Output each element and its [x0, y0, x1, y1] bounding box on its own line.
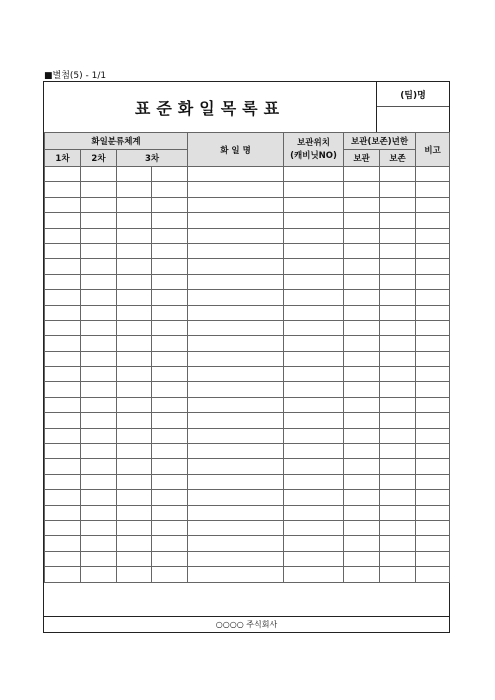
- file-list-form: [43, 81, 450, 633]
- table-cell[interactable]: [45, 397, 81, 412]
- table-row: [45, 320, 450, 335]
- table-cell[interactable]: [117, 305, 152, 320]
- table-cell[interactable]: [117, 336, 152, 351]
- table-cell[interactable]: [152, 567, 188, 582]
- table-cell[interactable]: [81, 428, 117, 443]
- table-row: [45, 305, 450, 320]
- table-cell[interactable]: [81, 382, 117, 397]
- table-cell[interactable]: [284, 474, 344, 489]
- table-row: [45, 367, 450, 382]
- table-cell[interactable]: [188, 536, 284, 551]
- table-cell[interactable]: [45, 536, 81, 551]
- table-cell[interactable]: [416, 428, 450, 443]
- table-cell[interactable]: [117, 351, 152, 366]
- table-cell[interactable]: [344, 336, 380, 351]
- table-cell[interactable]: [344, 567, 380, 582]
- table-cell[interactable]: [380, 490, 416, 505]
- table-cell[interactable]: [284, 197, 344, 212]
- table-row: [45, 551, 450, 566]
- table-cell[interactable]: [416, 259, 450, 274]
- table-cell[interactable]: [284, 505, 344, 520]
- table-cell[interactable]: [81, 351, 117, 366]
- table-cell[interactable]: [152, 167, 188, 182]
- table-cell[interactable]: [284, 520, 344, 535]
- table-cell[interactable]: [152, 459, 188, 474]
- header-location: [284, 133, 344, 167]
- table-cell[interactable]: [380, 167, 416, 182]
- table-cell[interactable]: [380, 397, 416, 412]
- table-row: [45, 351, 450, 366]
- table-cell[interactable]: [45, 367, 81, 382]
- table-cell[interactable]: [344, 274, 380, 289]
- table-row: [45, 459, 450, 474]
- table-cell[interactable]: [45, 320, 81, 335]
- table-cell[interactable]: [284, 182, 344, 197]
- table-cell[interactable]: [117, 444, 152, 459]
- table-cell[interactable]: [117, 459, 152, 474]
- table-cell[interactable]: [416, 213, 450, 228]
- table-cell[interactable]: [81, 520, 117, 535]
- table-cell[interactable]: [117, 213, 152, 228]
- table-cell[interactable]: [45, 474, 81, 489]
- header-level2: 2차: [81, 150, 117, 167]
- table-cell[interactable]: [117, 243, 152, 258]
- table-cell[interactable]: [344, 259, 380, 274]
- table-row: [45, 274, 450, 289]
- table-cell[interactable]: [284, 536, 344, 551]
- table-cell[interactable]: [152, 290, 188, 305]
- table-row: [45, 490, 450, 505]
- table-cell[interactable]: [344, 413, 380, 428]
- table-cell[interactable]: [117, 167, 152, 182]
- header-row-1: [45, 133, 450, 150]
- table-cell[interactable]: [152, 397, 188, 412]
- table-cell[interactable]: [152, 551, 188, 566]
- table-cell[interactable]: [117, 520, 152, 535]
- table-cell[interactable]: [188, 413, 284, 428]
- header-classification: 화일분류체계: [45, 133, 188, 150]
- table-cell[interactable]: [45, 505, 81, 520]
- team-label: (팀)명: [377, 82, 449, 107]
- table-row: [45, 182, 450, 197]
- table-cell[interactable]: [380, 213, 416, 228]
- table-cell[interactable]: [81, 367, 117, 382]
- table-row: [45, 428, 450, 443]
- table-cell[interactable]: [188, 351, 284, 366]
- table-cell[interactable]: [344, 382, 380, 397]
- header-file-name: 화 일 명: [188, 133, 284, 167]
- table-cell[interactable]: [152, 336, 188, 351]
- table-row: [45, 336, 450, 351]
- table-cell[interactable]: [81, 243, 117, 258]
- table-cell[interactable]: [152, 274, 188, 289]
- header-level3: 3차: [117, 150, 188, 167]
- table-cell[interactable]: [344, 474, 380, 489]
- table-row: [45, 167, 450, 182]
- table-cell[interactable]: [117, 259, 152, 274]
- table-cell[interactable]: [380, 274, 416, 289]
- table-cell[interactable]: [284, 243, 344, 258]
- table-cell[interactable]: [284, 290, 344, 305]
- table-cell[interactable]: [416, 444, 450, 459]
- table-cell[interactable]: [117, 320, 152, 335]
- table-cell[interactable]: [117, 367, 152, 382]
- title-area: [44, 82, 377, 132]
- table-cell[interactable]: [416, 274, 450, 289]
- table-cell[interactable]: [416, 197, 450, 212]
- table-cell[interactable]: [188, 444, 284, 459]
- table-cell[interactable]: [152, 320, 188, 335]
- table-cell[interactable]: [188, 490, 284, 505]
- file-list-table: [44, 132, 450, 583]
- table-cell[interactable]: [81, 320, 117, 335]
- table-cell[interactable]: [81, 459, 117, 474]
- table-cell[interactable]: [416, 290, 450, 305]
- table-cell[interactable]: [117, 490, 152, 505]
- table-cell[interactable]: [188, 382, 284, 397]
- table-cell[interactable]: [380, 444, 416, 459]
- table-cell[interactable]: [284, 228, 344, 243]
- table-cell[interactable]: [81, 551, 117, 566]
- table-cell[interactable]: [152, 382, 188, 397]
- header-location-line2: (캐비닛NO): [290, 150, 337, 161]
- table-cell[interactable]: [344, 520, 380, 535]
- table-cell[interactable]: [380, 459, 416, 474]
- table-cell[interactable]: [81, 505, 117, 520]
- table-cell[interactable]: [344, 243, 380, 258]
- table-cell[interactable]: [416, 520, 450, 535]
- table-cell[interactable]: [344, 490, 380, 505]
- table-cell[interactable]: [45, 274, 81, 289]
- table-cell[interactable]: [117, 274, 152, 289]
- table-cell[interactable]: [284, 213, 344, 228]
- table-cell[interactable]: [284, 336, 344, 351]
- table-cell[interactable]: [45, 567, 81, 582]
- table-cell[interactable]: [81, 336, 117, 351]
- table-cell[interactable]: [284, 459, 344, 474]
- table-cell[interactable]: [188, 567, 284, 582]
- table-cell[interactable]: [152, 413, 188, 428]
- table-cell[interactable]: [380, 228, 416, 243]
- table-cell[interactable]: [416, 305, 450, 320]
- table-cell[interactable]: [344, 197, 380, 212]
- table-cell[interactable]: [344, 320, 380, 335]
- table-cell[interactable]: [81, 397, 117, 412]
- table-cell[interactable]: [284, 367, 344, 382]
- table-cell[interactable]: [380, 551, 416, 566]
- table-cell[interactable]: [380, 413, 416, 428]
- table-cell[interactable]: [45, 444, 81, 459]
- table-cell[interactable]: [284, 305, 344, 320]
- table-cell[interactable]: [380, 197, 416, 212]
- table-cell[interactable]: [344, 290, 380, 305]
- table-cell[interactable]: [45, 213, 81, 228]
- table-cell[interactable]: [416, 397, 450, 412]
- table-cell[interactable]: [45, 459, 81, 474]
- table-cell[interactable]: [416, 474, 450, 489]
- table-cell[interactable]: [188, 243, 284, 258]
- table-cell[interactable]: [188, 259, 284, 274]
- table-cell[interactable]: [344, 367, 380, 382]
- table-cell[interactable]: [380, 351, 416, 366]
- header-keep: 보관: [344, 150, 380, 167]
- header-level1: 1차: [45, 150, 81, 167]
- table-cell[interactable]: [344, 536, 380, 551]
- table-cell[interactable]: [81, 228, 117, 243]
- table-row: [45, 520, 450, 535]
- table-cell[interactable]: [416, 413, 450, 428]
- table-cell[interactable]: [45, 551, 81, 566]
- table-cell[interactable]: [416, 243, 450, 258]
- table-cell[interactable]: [152, 520, 188, 535]
- table-cell[interactable]: [117, 474, 152, 489]
- header-location-line1: 보관위치: [297, 137, 330, 148]
- table-cell[interactable]: [344, 167, 380, 182]
- table-cell[interactable]: [152, 213, 188, 228]
- table-cell[interactable]: [81, 213, 117, 228]
- table-cell[interactable]: [152, 474, 188, 489]
- table-cell[interactable]: [380, 428, 416, 443]
- table-cell[interactable]: [117, 428, 152, 443]
- table-cell[interactable]: [380, 259, 416, 274]
- table-cell[interactable]: [45, 259, 81, 274]
- table-cell[interactable]: [284, 551, 344, 566]
- table-cell[interactable]: [81, 274, 117, 289]
- table-cell[interactable]: [344, 505, 380, 520]
- table-cell[interactable]: [344, 444, 380, 459]
- table-cell[interactable]: [284, 397, 344, 412]
- table-cell[interactable]: [344, 305, 380, 320]
- table-cell[interactable]: [284, 413, 344, 428]
- table-cell[interactable]: [81, 536, 117, 551]
- table-cell[interactable]: [380, 367, 416, 382]
- table-cell[interactable]: [380, 182, 416, 197]
- table-cell[interactable]: [284, 259, 344, 274]
- table-cell[interactable]: [344, 182, 380, 197]
- table-cell[interactable]: [188, 167, 284, 182]
- table-cell[interactable]: [117, 567, 152, 582]
- table-cell[interactable]: [152, 428, 188, 443]
- table-cell[interactable]: [81, 197, 117, 212]
- table-cell[interactable]: [117, 413, 152, 428]
- table-row: [45, 213, 450, 228]
- table-cell[interactable]: [380, 520, 416, 535]
- table-cell[interactable]: [380, 320, 416, 335]
- table-cell[interactable]: [81, 182, 117, 197]
- table-cell[interactable]: [416, 228, 450, 243]
- table-cell[interactable]: [81, 305, 117, 320]
- table-cell[interactable]: [152, 505, 188, 520]
- table-cell[interactable]: [188, 367, 284, 382]
- table-cell[interactable]: [284, 382, 344, 397]
- table-cell[interactable]: [188, 320, 284, 335]
- table-cell[interactable]: [45, 382, 81, 397]
- table-cell[interactable]: [380, 305, 416, 320]
- footer-company: ○○○○ 주식회사: [44, 616, 449, 632]
- table-cell[interactable]: [152, 305, 188, 320]
- table-cell[interactable]: [416, 182, 450, 197]
- table-cell[interactable]: [81, 259, 117, 274]
- table-cell[interactable]: [117, 290, 152, 305]
- table-cell[interactable]: [45, 197, 81, 212]
- table-cell[interactable]: [117, 382, 152, 397]
- table-row: [45, 197, 450, 212]
- table-cell[interactable]: [380, 243, 416, 258]
- table-cell[interactable]: [188, 274, 284, 289]
- table-cell[interactable]: [380, 505, 416, 520]
- table-cell[interactable]: [416, 167, 450, 182]
- table-cell[interactable]: [152, 490, 188, 505]
- page-title: 표준화일목록표: [134, 98, 286, 118]
- table-cell[interactable]: [188, 197, 284, 212]
- table-cell[interactable]: [284, 490, 344, 505]
- table-cell[interactable]: [344, 397, 380, 412]
- table-cell[interactable]: [188, 505, 284, 520]
- table-cell[interactable]: [45, 290, 81, 305]
- table-cell[interactable]: [45, 305, 81, 320]
- table-cell[interactable]: [416, 351, 450, 366]
- table-cell[interactable]: [416, 320, 450, 335]
- table-cell[interactable]: [284, 274, 344, 289]
- table-cell[interactable]: [45, 243, 81, 258]
- table-row: [45, 474, 450, 489]
- table-row: [45, 259, 450, 274]
- table-cell[interactable]: [188, 459, 284, 474]
- table-cell[interactable]: [117, 397, 152, 412]
- table-cell[interactable]: [284, 320, 344, 335]
- table-cell[interactable]: [416, 567, 450, 582]
- table-cell[interactable]: [188, 228, 284, 243]
- table-row: [45, 382, 450, 397]
- table-cell[interactable]: [45, 336, 81, 351]
- table-cell[interactable]: [416, 459, 450, 474]
- table-cell[interactable]: [45, 428, 81, 443]
- table-cell[interactable]: [188, 428, 284, 443]
- table-row: [45, 290, 450, 305]
- table-cell[interactable]: [45, 413, 81, 428]
- table-cell[interactable]: [188, 474, 284, 489]
- table-cell[interactable]: [152, 367, 188, 382]
- table-cell[interactable]: [45, 228, 81, 243]
- table-cell[interactable]: [284, 167, 344, 182]
- table-cell[interactable]: [81, 444, 117, 459]
- table-cell[interactable]: [344, 213, 380, 228]
- table-cell[interactable]: [152, 444, 188, 459]
- table-cell[interactable]: [45, 520, 81, 535]
- table-cell[interactable]: [380, 474, 416, 489]
- table-cell[interactable]: [188, 213, 284, 228]
- table-cell[interactable]: [416, 367, 450, 382]
- table-cell[interactable]: [117, 536, 152, 551]
- table-cell[interactable]: [152, 259, 188, 274]
- annex-label: ■별첨(5) - 1/1: [44, 71, 107, 81]
- table-cell[interactable]: [188, 520, 284, 535]
- table-cell[interactable]: [416, 490, 450, 505]
- table-cell[interactable]: [284, 444, 344, 459]
- table-cell[interactable]: [416, 505, 450, 520]
- table-cell[interactable]: [416, 336, 450, 351]
- table-cell[interactable]: [284, 351, 344, 366]
- table-row: [45, 228, 450, 243]
- table-cell[interactable]: [380, 536, 416, 551]
- header-retention: 보관(보존)년한: [344, 133, 416, 150]
- table-cell[interactable]: [380, 382, 416, 397]
- table-cell[interactable]: [416, 536, 450, 551]
- table-cell[interactable]: [188, 336, 284, 351]
- table-cell[interactable]: [344, 551, 380, 566]
- table-cell[interactable]: [81, 567, 117, 582]
- table-cell[interactable]: [152, 228, 188, 243]
- table-cell[interactable]: [284, 567, 344, 582]
- team-box: [377, 82, 449, 132]
- table-cell[interactable]: [117, 505, 152, 520]
- table-cell[interactable]: [416, 382, 450, 397]
- table-cell[interactable]: [380, 567, 416, 582]
- table-cell[interactable]: [188, 182, 284, 197]
- table-cell[interactable]: [380, 290, 416, 305]
- table-cell[interactable]: [45, 167, 81, 182]
- table-cell[interactable]: [152, 536, 188, 551]
- table-cell[interactable]: [188, 397, 284, 412]
- table-cell[interactable]: [284, 428, 344, 443]
- header-preserve: 보존: [380, 150, 416, 167]
- table-cell[interactable]: [152, 243, 188, 258]
- table-cell[interactable]: [188, 551, 284, 566]
- table-cell[interactable]: [45, 182, 81, 197]
- table-row: [45, 243, 450, 258]
- table-cell[interactable]: [152, 197, 188, 212]
- table-row: [45, 413, 450, 428]
- table-cell[interactable]: [344, 459, 380, 474]
- table-cell[interactable]: [81, 413, 117, 428]
- table-cell[interactable]: [81, 474, 117, 489]
- table-cell[interactable]: [117, 182, 152, 197]
- table-cell[interactable]: [81, 490, 117, 505]
- table-row: [45, 567, 450, 582]
- table-cell[interactable]: [188, 290, 284, 305]
- table-cell[interactable]: [188, 305, 284, 320]
- table-cell[interactable]: [81, 167, 117, 182]
- header-remarks: 비고: [416, 133, 450, 167]
- table-cell[interactable]: [117, 228, 152, 243]
- table-cell[interactable]: [117, 197, 152, 212]
- table-cell[interactable]: [416, 551, 450, 566]
- table-cell[interactable]: [45, 490, 81, 505]
- table-cell[interactable]: [152, 182, 188, 197]
- table-row: [45, 505, 450, 520]
- table-cell[interactable]: [344, 228, 380, 243]
- table-cell[interactable]: [344, 351, 380, 366]
- table-cell[interactable]: [152, 351, 188, 366]
- table-cell[interactable]: [45, 351, 81, 366]
- table-row: [45, 444, 450, 459]
- table-cell[interactable]: [380, 336, 416, 351]
- table-row: [45, 397, 450, 412]
- table-cell[interactable]: [117, 551, 152, 566]
- table-cell[interactable]: [344, 428, 380, 443]
- table-row: [45, 536, 450, 551]
- table-cell[interactable]: [81, 290, 117, 305]
